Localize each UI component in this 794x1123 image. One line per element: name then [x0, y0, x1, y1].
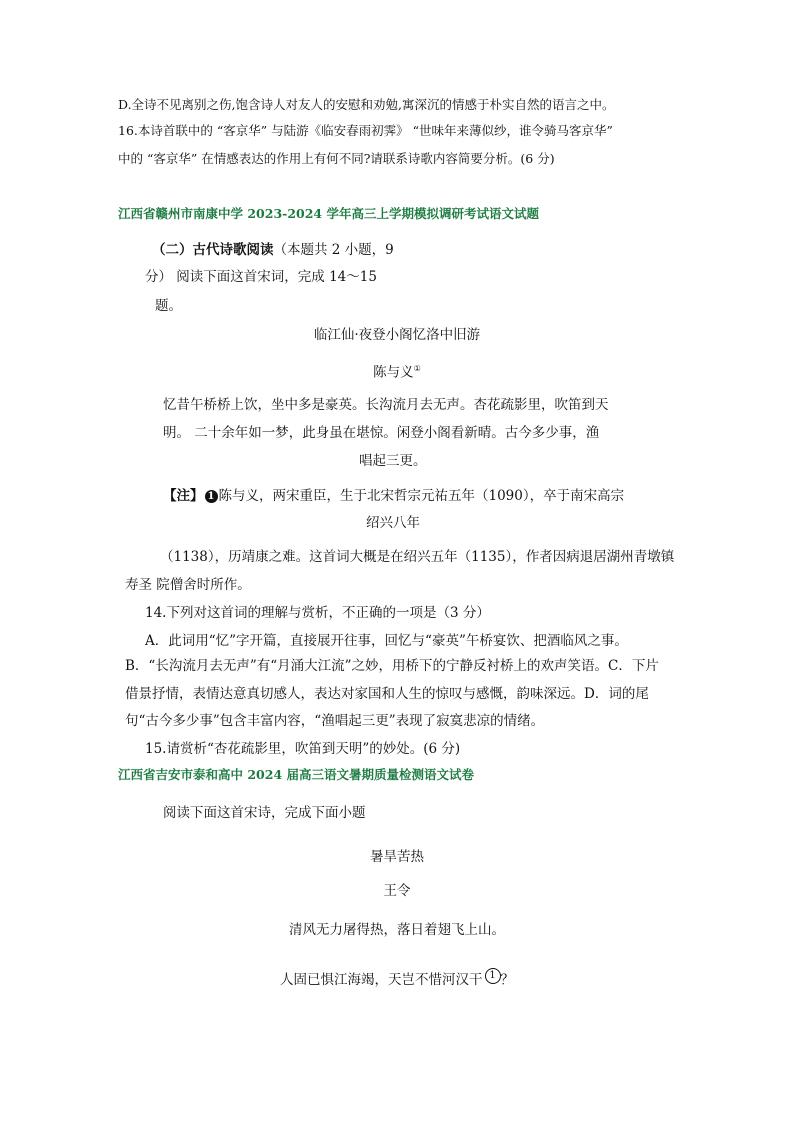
instruction-line3: 题。: [155, 298, 182, 314]
poem2-line2: [0, 968, 794, 990]
part-heading: [152, 240, 394, 260]
note-label: 【注】: [163, 488, 204, 504]
poem-body-line2: 明。 二十余年如一梦，此身虽在堪惊。闲登小阁看新晴。古今多少事，渔: [163, 425, 600, 441]
poem-author: [0, 359, 794, 383]
part-heading-bold: （二）古代诗歌阅读: [152, 242, 274, 258]
poem2-title: 暑旱苦热: [370, 849, 424, 865]
option-d: 句“古今多少事”包含丰富内容，“渔唱起三更”表现了寂寞悲凉的情绪。: [125, 713, 545, 729]
option-a: A．此词用“忆”字开篇，直接展开往事，回忆与“豪英”午桥宴饮、把酒临风之事。: [145, 633, 628, 649]
question-14: 14.下列对这首词的理解与赏析，不正确的一项是（3 分）: [145, 605, 490, 621]
poem2-line1: 清风无力屠得热，落日着翅飞上山。: [289, 922, 505, 938]
option-c: 借景抒情，表情达意真切感人，表达对家国和人生的惊叹与感慨，韵味深远。D．词的尾: [125, 686, 649, 702]
option-b: B．“长沟流月去无声”有“月涌大江流”之妙，用桥下的宁静反衬桥上的欢声笑语。C．下片: [125, 658, 659, 674]
source-heading-taihe: 江西省吉安市泰和高中 2024 届高三语文暑期质量检测语文试卷: [118, 767, 474, 782]
note-number-badge: 1: [205, 490, 218, 503]
part-heading-rest: （本题共 2 小题，9: [273, 242, 394, 258]
poem-title: 临江仙·夜登小阁忆洛中旧游: [313, 327, 481, 343]
poem-body-line3: 唱起三更。: [359, 453, 427, 469]
note-line4: 寿圣 院僧舍时所作。: [125, 577, 251, 593]
author-footnote-mark: ①: [413, 364, 421, 373]
note-line2: 绍兴八年: [366, 515, 420, 531]
note-text1: 陈与义，两宋重臣，生于北宋哲宗元祐五年（1090），卒于南宋高宗: [218, 488, 625, 504]
poem2-line2-text: 人固已惧江海竭，天岂不惜河汉干: [280, 972, 483, 988]
poem2-author: 王令: [383, 883, 411, 899]
instruction-line2: 分） 阅读下面这首宋词，完成 14～15: [145, 269, 377, 285]
option-d-line: D.全诗不见离别之伤,饱含诗人对友人的安慰和劝勉,寓深沉的情感于朴实自然的语言之中。: [118, 97, 615, 112]
question-15: 15.请赏析“杏花疏影里，吹笛到天明”的妙处。(6 分): [145, 741, 461, 757]
note-line3: （1138），历靖康之难。这首词大概是在绍兴五年（1135），作者因病退居湖州青墩镇: [160, 549, 675, 565]
source-heading-nankang: 江西省赣州市南康中学 2023-2024 学年高三上学期模拟调研考试语文试题: [118, 206, 539, 221]
question-16-line1: 16.本诗首联中的 “客京华” 与陆游《临安春雨初霁》 “世味年来薄似纱，谁令骑马客京华”: [118, 123, 613, 138]
question-16-line2: 中的 “客京华” 在情感表达的作用上有何不同?请联系诗歌内容简要分析。(6 分): [118, 151, 555, 166]
instruction-poem2: 阅读下面这首宋诗，完成下面小题: [163, 805, 366, 821]
poem-body-line1: 忆昔午桥桥上饮，坐中多是豪英。长沟流月去无声。杏花疏影里，吹笛到天: [163, 397, 609, 413]
poem2-line2-end: ？: [500, 972, 514, 988]
note-line1: [163, 486, 624, 506]
author-name: 陈与义: [373, 364, 414, 381]
poem2-footnote-mark: 1: [485, 968, 501, 984]
